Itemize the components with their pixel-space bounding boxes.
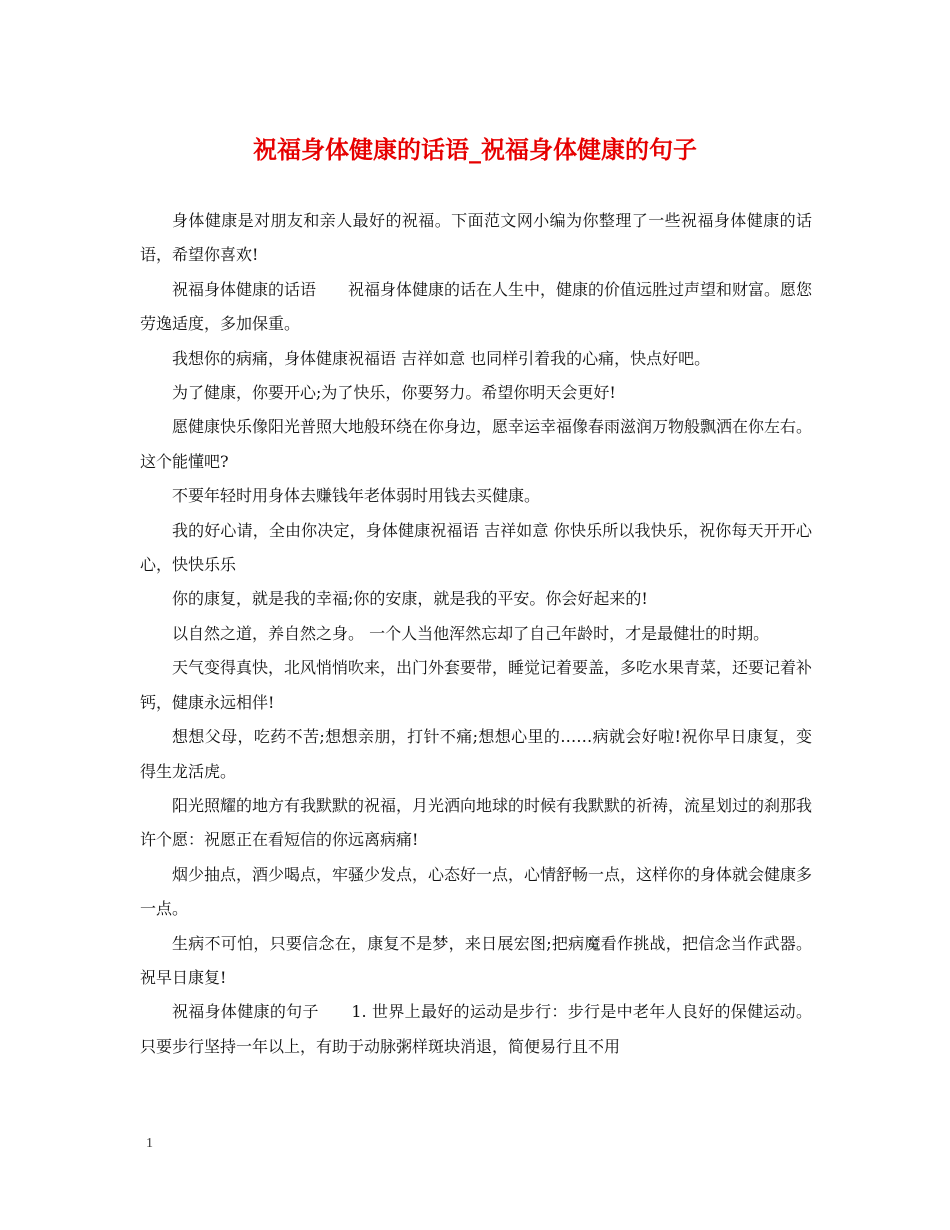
paragraph: 你的康复，就是我的幸福;你的安康，就是我的平安。你会好起来的!	[172, 589, 648, 609]
paragraph: 天气变得真快，北风悄悄吹来，出门外套要带，睡觉记着要盖，多吃水果青菜，还要记着补钙，健康永远相伴!	[140, 658, 813, 712]
paragraph: 我想你的病痛，身体健康祝福语 吉祥如意 也同样引着我的心痛，快点好吧。	[172, 348, 711, 368]
page-number: 1	[146, 1136, 153, 1151]
paragraph: 想想父母，吃药不苦;想想亲朋，打针不痛;想想心里的……病就会好啦!祝你早日康复，变得生龙活虎。	[140, 727, 812, 781]
paragraph: 愿健康快乐像阳光普照大地般环绕在你身边，愿幸运幸福像春雨滋润万物般飘洒在你左右。这个能懂吧?	[140, 417, 813, 471]
paragraph: 烟少抽点，酒少喝点，牢骚少发点，心态好一点，心情舒畅一点，这样你的身体就会健康多一点。	[140, 864, 813, 919]
document-body	[140, 204, 812, 1064]
document-title: 祝福身体健康的话语_祝福身体健康的句子	[253, 135, 697, 164]
paragraph: 祝福身体健康的话语 祝福身体健康的话在人生中，健康的价值远胜过声望和财富。愿您劳逸适度，多加保重。	[140, 279, 813, 334]
paragraph: 祝福身体健康的句子 1. 世界上最好的运动是步行：步行是中老年人良好的保健运动。只要步行坚持一年以上，有助于动脉粥样斑块消退，简便易行且不用	[140, 1002, 812, 1056]
paragraph: 不要年轻时用身体去赚钱年老体弱时用钱去买健康。	[172, 486, 541, 506]
paragraph: 阳光照耀的地方有我默默的祝福，月光洒向地球的时候有我默默的祈祷，流星划过的刹那我许个愿：祝愿正在看短信的你远离病痛!	[140, 795, 813, 850]
paragraph: 以自然之道，养自然之身。 一个人当他浑然忘却了自己年龄时，才是最健壮的时期。	[172, 623, 770, 643]
paragraph: 身体健康是对朋友和亲人最好的祝福。下面范文网小编为你整理了一些祝福身体健康的话语，希望你喜欢!	[140, 211, 812, 265]
paragraph: 我的好心请，全由你决定，身体健康祝福语 吉祥如意 你快乐所以我快乐，祝你每天开开心心，快快乐乐	[140, 520, 812, 575]
paragraph: 为了健康，你要开心;为了快乐，你要努力。希望你明天会更好!	[172, 383, 616, 403]
paragraph: 生病不可怕，只要信念在，康复不是梦，来日展宏图;把病魔看作挑战，把信念当作武器。祝早日康复!	[140, 933, 812, 987]
